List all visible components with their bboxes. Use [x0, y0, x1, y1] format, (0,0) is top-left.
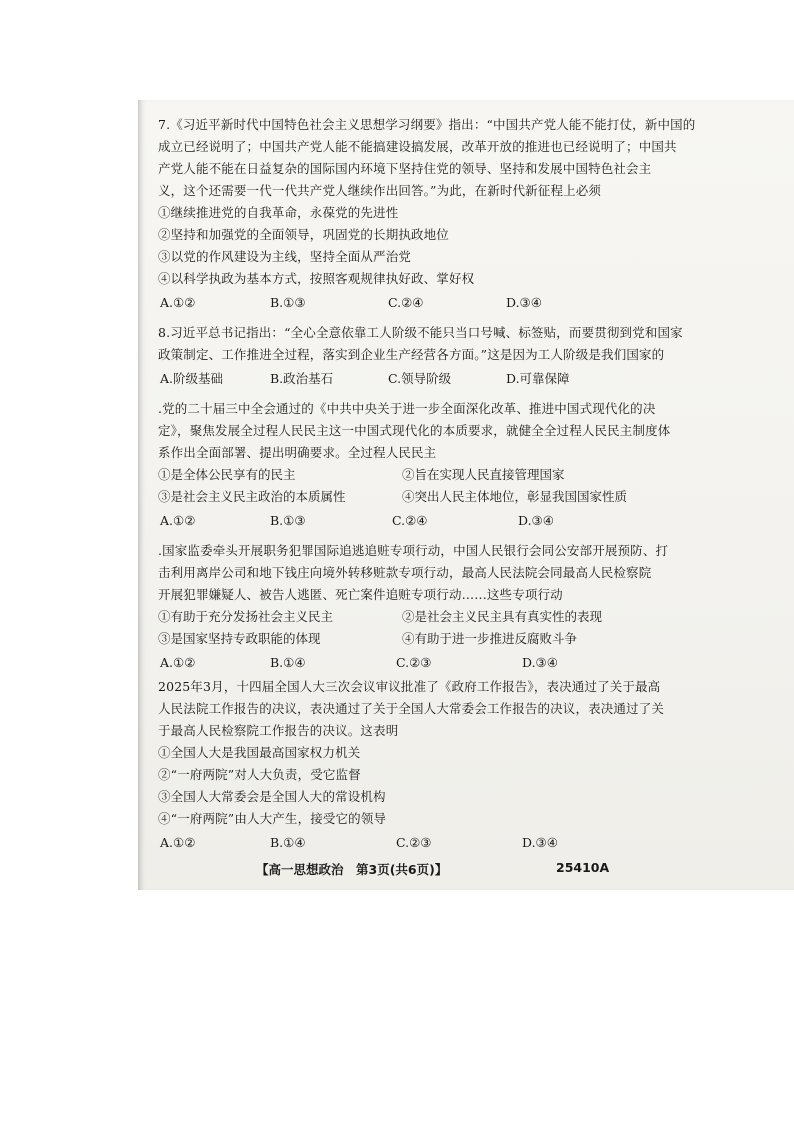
option-c: C.②③	[396, 835, 432, 850]
option-a: A.①②	[160, 835, 196, 850]
question-11-statement: ②“一府两院”对人大负责，受它监督	[158, 767, 361, 782]
option-a: A.①②	[160, 295, 196, 310]
option-d: D.③④	[522, 655, 558, 670]
option-c: C.领导阶级	[388, 371, 452, 386]
question-10-statement: ②是社会主义民主具有真实性的表现	[402, 609, 603, 624]
question-9-statement-row	[158, 464, 794, 486]
question-11-statement: ③全国人大常委会是全国人大的常设机构	[158, 789, 386, 804]
question-10	[158, 540, 794, 676]
question-9-statement: ④突出人民主体地位，彰显我国国家性质	[402, 489, 628, 504]
question-9-statement: ③是社会主义民主政治的本质属性	[158, 489, 346, 504]
question-11-options	[158, 830, 794, 856]
question-7-options	[158, 290, 794, 316]
question-11-statement: ①全国人大是我国最高国家权力机关	[158, 745, 361, 760]
option-a: A.①②	[160, 513, 196, 528]
question-9-stem-line: .党的二十届三中全会通过的《中共中央关于进一步全面深化改革、推进中国式现代化的决	[158, 401, 656, 416]
question-8-stem-line: 8.习近平总书记指出：“全心全意依靠工人阶级不能只当口号喊、标签贴，而要贯彻到党和国家	[158, 325, 683, 340]
option-c: C.②③	[396, 655, 432, 670]
option-d: D.③④	[506, 295, 542, 310]
question-10-stem-line: 开展犯罪嫌疑人、被告人逃匿、死亡案件追赃专项行动……这些专项行动	[158, 587, 563, 602]
footer-exam-code: 25410A	[556, 860, 610, 875]
option-d: D.可靠保障	[506, 371, 570, 386]
question-10-statement: ④有助于进一步推进反腐败斗争	[402, 631, 578, 646]
question-7-stem-line: 产党人能不能在日益复杂的国际国内环境下坚持住党的领导、坚持和发展中国特色社会主	[158, 161, 652, 176]
option-a: A.阶级基础	[160, 371, 224, 386]
question-9-statement-row	[158, 486, 794, 508]
question-7-statement: ③以党的作风建设为主线，坚持全面从严治党	[158, 249, 412, 264]
question-11-statement: ④“一府两院”由人大产生，接受它的领导	[158, 811, 387, 826]
question-10-statement-row	[158, 628, 794, 650]
question-7-stem-line: 成立已经说明了；中国共产党人能不能搞建设搞发展，改革开放的推进也已经说明了；中国共	[158, 139, 677, 154]
question-9	[158, 398, 794, 534]
question-10-stem-line: .国家监委牵头开展职务犯罪国际追逃追赃专项行动，中国人民银行会同公安部开展预防、打	[158, 543, 669, 558]
question-8-options	[158, 366, 794, 392]
question-7	[158, 114, 794, 316]
question-10-options	[158, 650, 794, 676]
option-c: C.②④	[388, 295, 424, 310]
question-10-statement-row	[158, 606, 794, 628]
question-11-stem-line: 2025年3月，十四届全国人大三次会议审议批准了《政府工作报告》，表决通过了关于最高	[158, 679, 661, 694]
question-7-stem-line: 义，这个还需要一代一代共产党人继续作出回答。”为此，在新时代新征程上必须	[158, 183, 602, 198]
question-11	[158, 676, 794, 856]
page-footer	[138, 860, 794, 882]
question-9-stem-line: 系作出全面部署、提出明确要求。全过程人民民主	[158, 445, 437, 460]
question-11-stem-line: 于最高人民检察院工作报告的决议。这表明	[158, 723, 399, 738]
option-c: C.②④	[392, 513, 428, 528]
question-10-statement: ①有助于充分发扬社会主义民主	[158, 609, 334, 624]
question-7-stem-line: 7.《习近平新时代中国特色社会主义思想学习纲要》指出：“中国共产党人能不能打仗，新中国的	[158, 117, 696, 132]
question-9-statement: ①是全体公民享有的民主	[158, 467, 296, 482]
question-7-statement: ①继续推进党的自我革命，永葆党的先进性	[158, 205, 399, 220]
option-a: A.①②	[160, 655, 196, 670]
scanned-exam-page	[138, 100, 794, 890]
question-8	[158, 322, 794, 392]
question-10-statement: ③是国家坚持专政职能的体现	[158, 631, 321, 646]
option-b: B.①④	[270, 835, 306, 850]
exam-content	[158, 114, 794, 856]
option-b: B.①④	[270, 655, 306, 670]
option-d: D.③④	[522, 835, 558, 850]
question-7-statement: ②坚持和加强党的全面领导，巩固党的长期执政地位	[158, 227, 449, 242]
option-b: B.政治基石	[270, 371, 334, 386]
question-8-stem-line: 政策制定、工作推进全过程，落实到企业生产经营各方面。”这是因为工人阶级是我们国家的	[158, 347, 665, 362]
option-d: D.③④	[518, 513, 554, 528]
option-b: B.①③	[270, 295, 306, 310]
question-11-stem-line: 人民法院工作报告的决议，表决通过了关于全国人大常委会工作报告的决议，表决通过了关	[158, 701, 665, 716]
option-b: B.①③	[270, 513, 306, 528]
footer-page-info: 【高一思想政治 第3页(共6页)】	[256, 862, 448, 877]
question-9-statement: ②旨在实现人民直接管理国家	[402, 467, 565, 482]
question-7-statement: ④以科学执政为基本方式，按照客观规律执好政、掌好权	[158, 271, 475, 286]
question-9-stem-line: 定》，聚焦发展全过程人民民主这一中国式现代化的本质要求，就健全全过程人民民主制度体	[158, 423, 671, 438]
question-10-stem-line: 击利用离岸公司和地下钱庄向境外转移赃款专项行动，最高人民法院会同最高人民检察院	[158, 565, 652, 580]
question-9-options	[158, 508, 794, 534]
